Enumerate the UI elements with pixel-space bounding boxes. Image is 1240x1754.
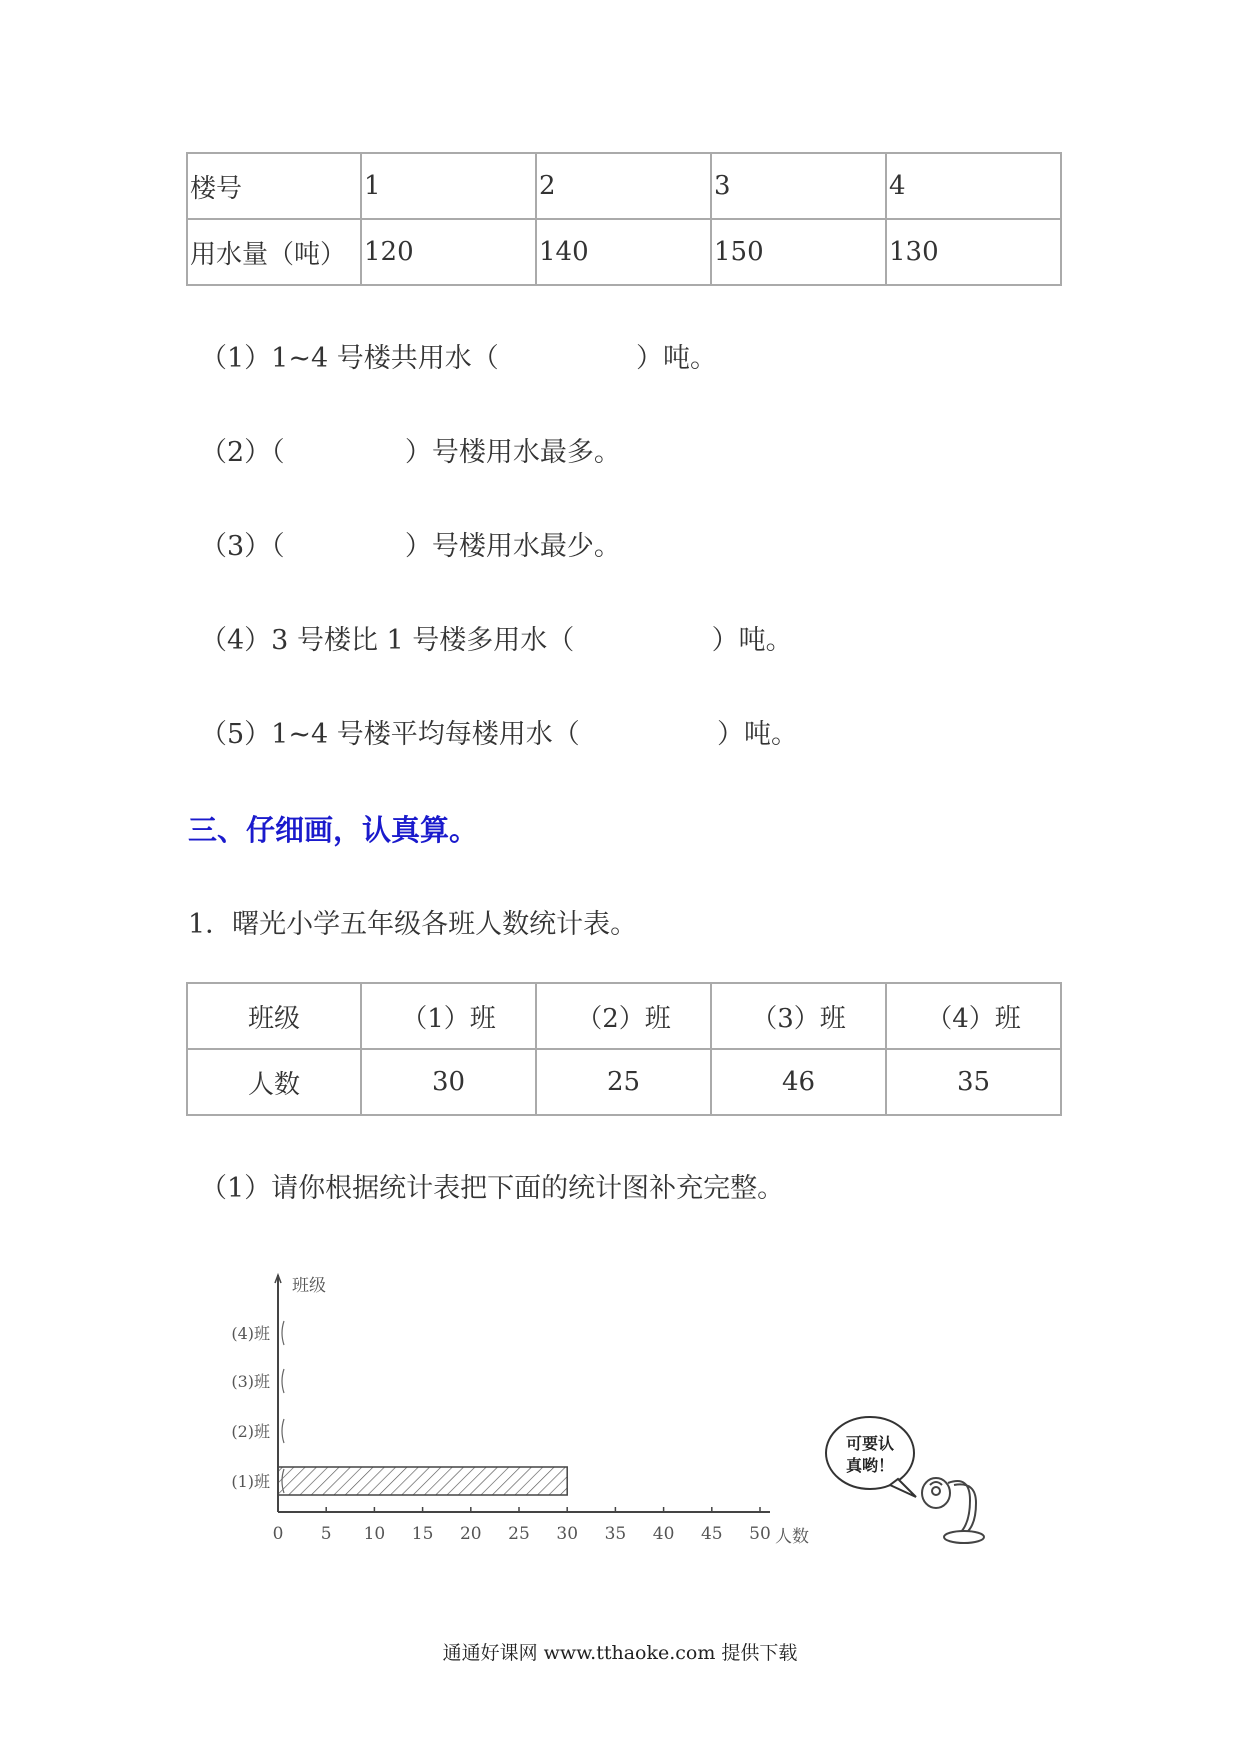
cartoon-lamp-illustration bbox=[820, 1405, 990, 1545]
y-category-bracket bbox=[282, 1419, 284, 1443]
table-row bbox=[187, 1049, 1061, 1115]
y-category-bracket bbox=[282, 1369, 284, 1393]
y-category-label: (2)班 bbox=[231, 1422, 270, 1441]
header-cell: （2）班 bbox=[536, 983, 711, 1049]
question-1: （1）1~4 号楼共用水（ ）吨。 bbox=[200, 343, 718, 374]
header-cell: 楼号 bbox=[187, 153, 361, 219]
speech-bubble bbox=[826, 1417, 914, 1489]
water-usage-table bbox=[186, 152, 1062, 286]
value-cell: 120 bbox=[361, 219, 536, 285]
speech-bubble-tail bbox=[890, 1479, 916, 1497]
x-axis-label: 人数 bbox=[775, 1527, 809, 1547]
y-axis-label: 班级 bbox=[292, 1276, 326, 1296]
question-3: （3）（ ）号楼用水最少。 bbox=[200, 531, 621, 562]
class-bar-chart bbox=[200, 1255, 840, 1565]
page-footer: 通通好课网 www.tthaoke.com 提供下载 bbox=[442, 1642, 798, 1664]
x-tick-label: 20 bbox=[459, 1524, 482, 1544]
row-label-cell: 用水量（吨） bbox=[187, 219, 361, 285]
y-category-label: (3)班 bbox=[231, 1372, 270, 1391]
header-cell: 班级 bbox=[187, 983, 361, 1049]
sub-question-1: （1）请你根据统计表把下面的统计图补充完整。 bbox=[200, 1173, 785, 1204]
x-tick-label: 0 bbox=[272, 1524, 284, 1544]
header-cell: 2 bbox=[536, 153, 711, 219]
class-count-table bbox=[186, 982, 1062, 1116]
x-tick-label: 5 bbox=[320, 1524, 332, 1544]
value-cell: 30 bbox=[361, 1049, 536, 1115]
y-category-label: (1)班 bbox=[231, 1472, 270, 1491]
x-tick-label: 50 bbox=[749, 1524, 771, 1544]
value-cell: 25 bbox=[536, 1049, 711, 1115]
header-cell: （4）班 bbox=[886, 983, 1061, 1049]
x-tick-label: 25 bbox=[508, 1524, 530, 1544]
value-cell: 35 bbox=[886, 1049, 1061, 1115]
table-row bbox=[187, 219, 1061, 285]
x-tick-label: 35 bbox=[604, 1524, 627, 1544]
value-cell: 150 bbox=[711, 219, 886, 285]
header-cell: 4 bbox=[886, 153, 1061, 219]
bar-class-1 bbox=[278, 1467, 567, 1495]
question-4: （4）3 号楼比 1 号楼多用水（ ）吨。 bbox=[200, 625, 793, 656]
header-cell: （1）班 bbox=[361, 983, 536, 1049]
table-row bbox=[187, 983, 1061, 1049]
bubble-text-line-2: 真哟！ bbox=[845, 1456, 895, 1475]
value-cell: 140 bbox=[536, 219, 711, 285]
x-tick-label: 30 bbox=[556, 1524, 579, 1544]
bubble-text-line-1: 可要认 bbox=[845, 1434, 895, 1453]
y-category-label: (4)班 bbox=[231, 1324, 270, 1343]
table-row bbox=[187, 153, 1061, 219]
value-cell: 130 bbox=[886, 219, 1061, 285]
x-tick-label: 45 bbox=[700, 1524, 723, 1544]
section-title: 三、仔细画，认真算。 bbox=[188, 813, 479, 847]
header-cell: 1 bbox=[361, 153, 536, 219]
x-tick-label: 40 bbox=[652, 1524, 675, 1544]
y-category-bracket bbox=[282, 1321, 284, 1345]
problem-1-title: 1．曙光小学五年级各班人数统计表。 bbox=[188, 909, 638, 940]
x-tick-label: 15 bbox=[411, 1524, 434, 1544]
value-cell: 46 bbox=[711, 1049, 886, 1115]
lamp-icon bbox=[922, 1478, 984, 1543]
row-label-cell: 人数 bbox=[187, 1049, 361, 1115]
header-cell: 3 bbox=[711, 153, 886, 219]
question-5: （5）1~4 号楼平均每楼用水（ ）吨。 bbox=[200, 719, 799, 750]
x-tick-label: 10 bbox=[363, 1524, 386, 1544]
header-cell: （3）班 bbox=[711, 983, 886, 1049]
question-2: （2）（ ）号楼用水最多。 bbox=[200, 437, 621, 468]
